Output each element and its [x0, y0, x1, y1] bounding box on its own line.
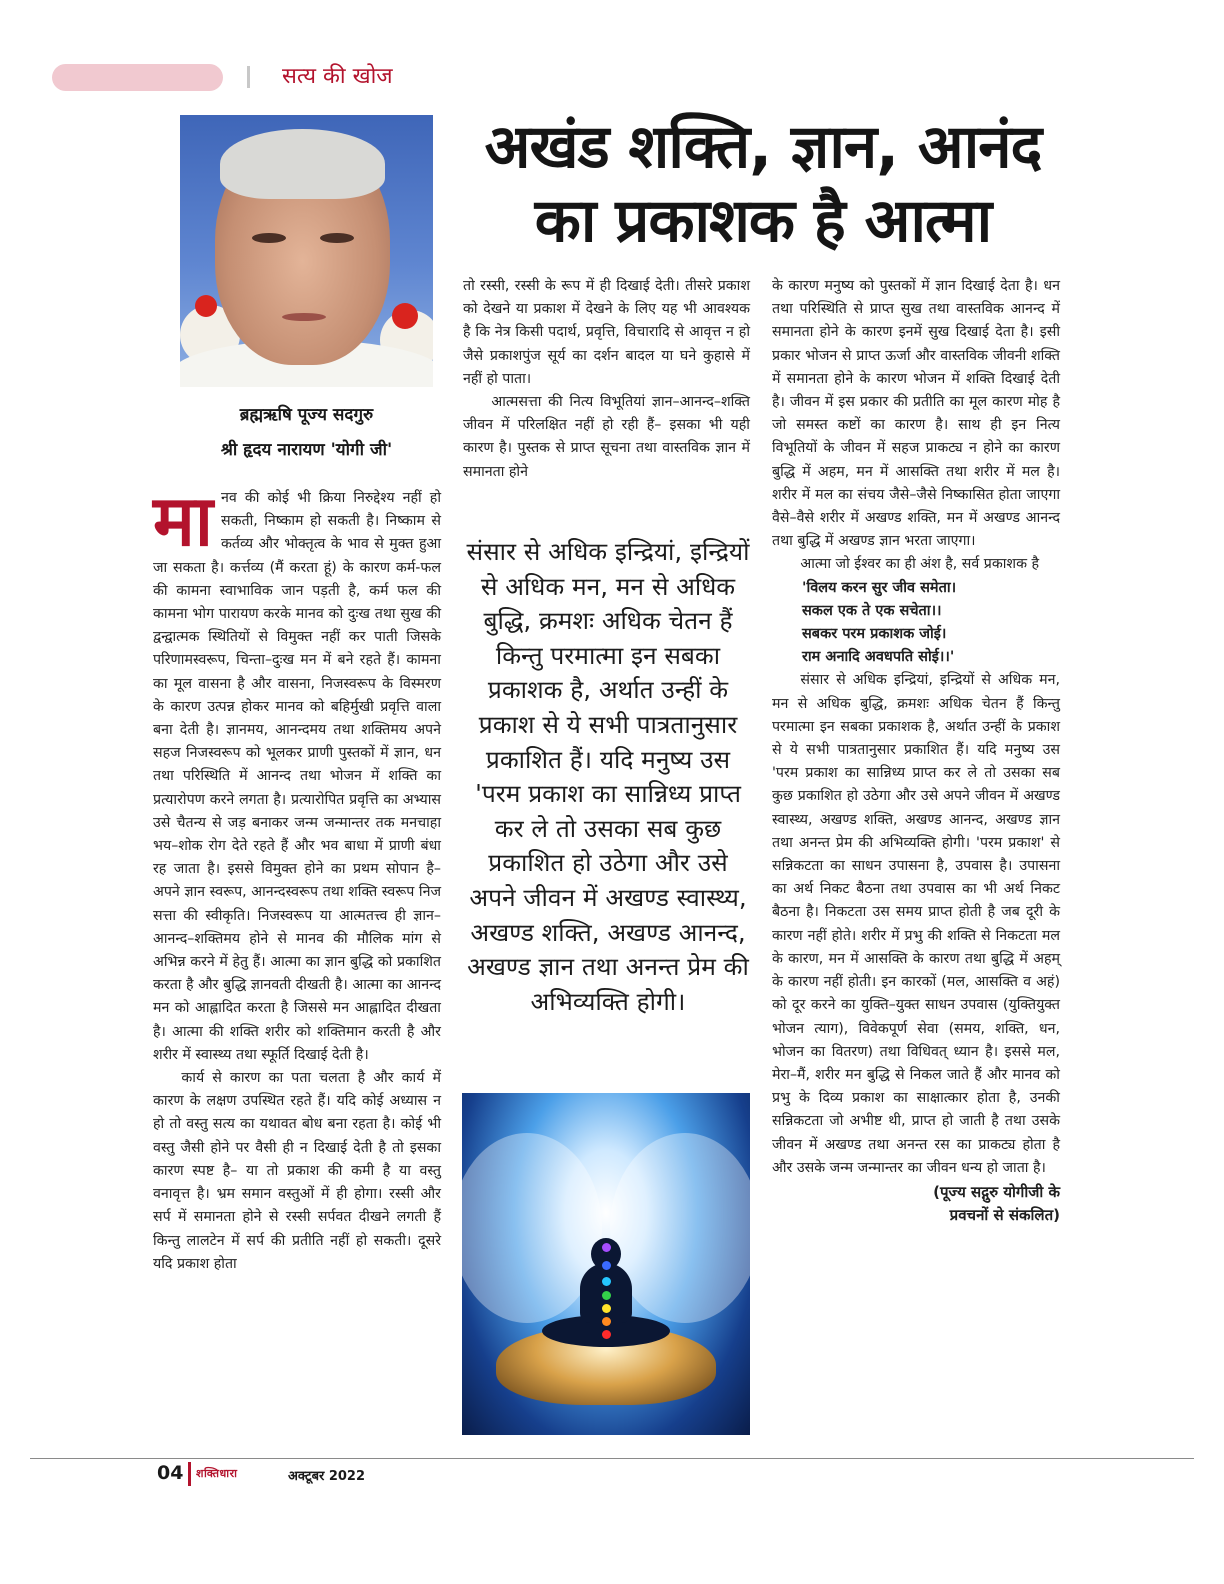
- paragraph: नव की कोई भी क्रिया निरुद्देश्य नहीं हो सकती, निष्काम हो सकती है। निष्काम से कर्तव्य और भोक्तृत्व के भाव से मुक्त हुआ जा सकता है। कर्त्तव्य (मैं करता हूं) के कारण कर्म-फल की कामना स्वाभाविक जान पड़ती है, कर्म फल की कामना भोग पारायण करके मानव को दुःख तथा सुख की द्वन्द्वात्मक स्थितियों से विमुक्त नहीं कर पाती जिसके परिणामस्वरूप, चिन्ता–दुःख मन में बने रहते हैं। कामना का मूल वासना है और वासना, निजस्वरूप के विस्मरण के कारण उत्पन्न होकर मानव को बहिर्मुखी प्रवृत्ति वाला बना देती है। ज्ञानमय, आनन्दमय तथा शक्तिमय अपने सहज निजस्वरूप को भूलकर प्राणी पुस्तकों में ज्ञान, धन तथा परिस्थिति में आनन्द तथा भोजन में शक्ति का प्रत्यारोपण करने लगता है। प्रत्यारोपित प्रवृत्ति का अभ्यास उसे चैतन्य से जड़ बनाकर जन्म जन्मान्तर तक मनचाहा भय–शोक रोग देते रहते हैं और भव बाधा में प्राणी बंधा रह जाता है। इससे विमुक्त होने का प्रथम सोपान है– अपने ज्ञान स्वरूप, आनन्दस्वरूप तथा शक्ति स्वरूप निज सत्ता की स्वीकृति। निजस्वरूप या आत्मतत्त्व ही ज्ञान–आनन्द–शक्तिमय होने से मानव की मौलिक मांग से अभिन्न करने में हेतु हैं। आत्मा का ज्ञान बुद्धि को प्रकाशित करता है और बुद्धि ज्ञानवती दीखती है। आत्मा का आनन्द मन को आह्लादित करता है जिससे मन आह्लादित दीखता है। आत्मा की शक्ति शरीर को शक्तिमान करती है और शरीर में स्वास्थ्य तथा स्फूर्ति दिखाई देती है।: [153, 490, 441, 1063]
- paragraph: कार्य से कारण का पता चलता है और कार्य में कारण के लक्षण उपस्थित रहते हैं। यदि कोई अध्यास न हो तो वस्तु सत्य का यथावत बोध बना रहता है। कोई भी वस्तु जैसी होने पर वैसी ही न दिखाई देती है तो इसका कारण स्पष्ट है– या तो प्रकाश की कमी है या वस्तु वनावृत्त है। भ्रम समान वस्तुओं में ही होगा। रस्सी और सर्प में समानता होने से रस्सी सर्पवत दीखने लगती हैं किन्तु लालटेन में सर्प की प्रतीति नहीं हो सकती। दूसरे यदि प्रकाश होता: [153, 1070, 441, 1272]
- verse-line: सकल एक ते एक सचेता।।: [802, 602, 942, 619]
- header-separator: [247, 66, 250, 88]
- verse-line: 'विलय करन सुर जीव समेता।: [802, 579, 957, 596]
- paragraph: आत्मा जो ईश्वर का ही अंश है, सर्व प्रकाशक है: [800, 556, 1040, 573]
- portrait-caption-line2: श्री हृदय नारायण 'योगी जी': [220, 440, 393, 460]
- headline-line1: अखंड शक्ति, ज्ञान, आनंद: [484, 112, 1042, 182]
- attribution-line1: (पूज्य सद्गुरु योगीजी के: [933, 1182, 1060, 1201]
- headline: [458, 110, 1068, 258]
- paragraph: के कारण मनुष्य को पुस्तकों में ज्ञान दिखाई देता है। धन तथा परिस्थिति से प्राप्त सुख तथा वास्तविक आनन्द में समानता होने के कारण इनमें सुख दिखाई देता है। इसी प्रकार भोजन से प्राप्त ऊर्जा और वास्तविक जीवनी शक्ति में समानता होने के कारण भोजन में शक्ति दिखाई देती है। जीवन में इस प्रकार की प्रतीति का मूल कारण मोह है जो समस्त कष्टों का कारण है। साथ ही इन नित्य विभूतियों के जीवन में सहज प्राकट्य न होने का कारण बुद्धि में अहम, मन में आसक्ति तथा शरीर में मल है। शरीर में मल का संचय जैसे–जैसे निष्कासित होता जाएगा वैसे–वैसे शरीर में अखण्ड शक्ति, मन में अखण्ड आनन्द तथा बुद्धि में अखण्ड ज्ञान भरता जाएगा।: [772, 278, 1060, 550]
- portrait-caption-line1: ब्रह्मऋषि पूज्य सदगुरु: [239, 405, 374, 425]
- section-title: सत्य की खोज: [282, 64, 393, 89]
- attribution-line2: प्रवचनों से संकलित): [949, 1205, 1060, 1224]
- paragraph: आत्मसत्ता की नित्य विभूतियां ज्ञान–आनन्द–शक्ति जीवन में परिलक्षित नहीं हो रही हैं– इसका भी यही कारण है। पुस्तक से प्राप्त सूचना तथा वास्तविक ज्ञान में समानता होने: [463, 394, 750, 480]
- drop-cap: मा: [153, 480, 213, 562]
- article-column-3: [772, 275, 1060, 1227]
- header-decoration: [52, 64, 223, 91]
- paragraph: तो रस्सी, रस्सी के रूप में ही दिखाई देती। तीसरे प्रकाश को देखने या प्रकाश में देखने के लिए यह भी आवश्यक है कि नेत्र किसी पदार्थ, प्रवृत्ति, विचारादि से आवृत्त न हो जैसे प्रकाशपुंज सूर्य का दर्शन बादल या घने कुहासे में नहीं हो पाता।: [463, 278, 750, 387]
- footer-rule: [30, 1458, 1194, 1459]
- paragraph: संसार से अधिक इन्द्रियां, इन्द्रियों से अधिक मन, मन से अधिक बुद्धि, क्रमशः अधिक चेतन हैं किन्तु परमात्मा इन सबका प्रकाशक है, अर्थात उन्हीं के प्रकाश से ये सभी पात्रतानुसार प्रकाशित हैं। यदि मनुष्य उस 'परम प्रकाश का सान्निध्य प्राप्त कर ले तो उसका सब कुछ प्रकाशित हो उठेगा और उसे अपने जीवन में अखण्ड स्वास्थ्य, अखण्ड शक्ति, अखण्ड आनन्द, अखण्ड ज्ञान तथा अनन्त प्रेम की अभिव्यक्ति होगी। 'परम प्रकाश' से सन्निकटता का साधन उपासना है, उपवास है। उपासना का अर्थ निकट बैठना तथा उपवास का भी अर्थ निकट बैठना है। निकटता उस समय प्राप्त होती है जब दूरी के कारण नहीं होते। शरीर में प्रभु की शक्ति से निकटता मल के कारण, मन में आसक्ति के कारण तथा बुद्धि में अहम् के कारण नहीं होती। इन कारकों (मल, आसक्ति व अहं) को दूर करने का युक्ति–युक्त साधन उपवास (युक्तियुक्त भोजन त्याग), विवेकपूर्ण सेवा (समय, शक्ति, धन, भोजन का वितरण) तथा विधिवत् ध्यान है। इससे मल, मेरा–मैं, शरीर मन बुद्धि से निकल जाते हैं और मानव को प्रभु के दिव्य प्रकाश का साक्षात्कार होता है, उनकी सन्निकटता जो अभीष्ट थी, प्राप्त हो जाती है तथा उसके जीवन में अखण्ड तथा अनन्त रस का प्राकट्य होता है और उसके जन्म जन्मान्तर का जीवन धन्य हो जाता है।: [772, 672, 1060, 1176]
- article-column-2: [463, 275, 750, 484]
- pull-quote: संसार से अधिक इन्द्रियां, इन्द्रियों से अधिक मन, मन से अधिक बुद्धि, क्रमशः अधिक चेतन हैं किन्तु परमात्मा इन सबका प्रकाशक है, अर्थात उन्हीं के प्रकाश से ये सभी पात्रतानुसार प्रकाशित हैं। यदि मनुष्य उस 'परम प्रकाश का सान्निध्य प्राप्त कर ले तो उसका सब कुछ प्रकाशित हो उठेगा और उसे अपने जीवन में अखण्ड स्वास्थ्य, अखण्ड शक्ति, अखण्ड आनन्द, अखण्ड ज्ञान तथा अनन्त प्रेम की अभिव्यक्ति होगी।: [466, 537, 750, 1016]
- portrait-photo: [180, 115, 433, 387]
- footer-divider: [188, 1462, 191, 1486]
- attribution: [772, 1181, 1060, 1227]
- meditation-illustration: [462, 1093, 750, 1435]
- verse-line: सबकर परम प्रकाशक जोई।: [802, 626, 947, 643]
- verse: [772, 577, 1060, 670]
- page-number: 04: [157, 1462, 184, 1484]
- headline-line2: का प्रकाशक है आत्मा: [534, 186, 992, 256]
- article-column-1: [153, 480, 441, 1276]
- magazine-logo: शक्तिधारा: [196, 1467, 238, 1480]
- issue-date: अक्टूबर 2022: [288, 1469, 366, 1484]
- verse-line: राम अनादि अवधपति सोई।।': [802, 649, 955, 666]
